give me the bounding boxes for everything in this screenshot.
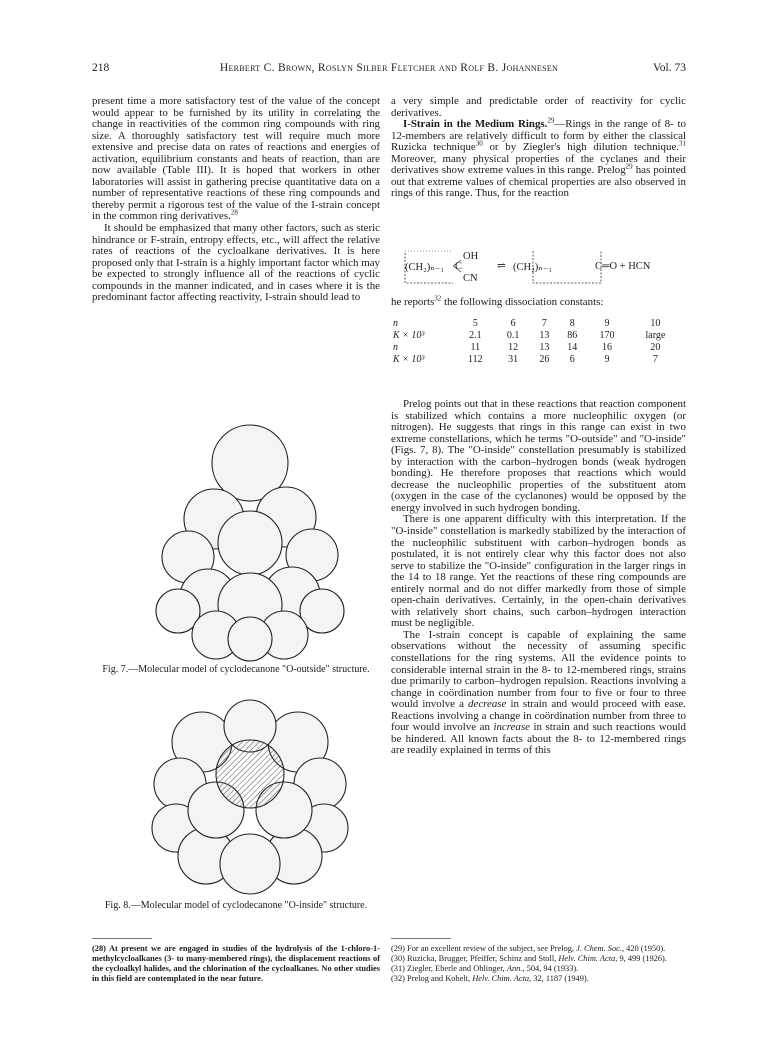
figure-8-molecular-model — [150, 698, 350, 898]
author-line: Herbert C. Brown, Roslyn Silber Fletcher and Rolf B. Johannesen — [219, 62, 559, 74]
table-row: n 11 12 13 14 16 20 — [393, 341, 661, 353]
oh-group: OH — [463, 251, 479, 262]
right-paragraph-5: The I-strain concept is capable of explaining the same observations without the necessity of assuming specific constellations for the ring systems. All the evidence points to considerable internal strain in the 8- to 12-membered rings, strains due primarily to carbon–hydrogen repulsion. Reactions involving a change in coördination number from four to five or four to three would involve a decrease in strain and would proceed with ease. Reactions involving a change in coördination number from three to four would involve an increase in strain and such reactions would be hindered. All known facts about the 8- to 12-membered rings are readily explained in terms of this — [391, 628, 686, 757]
figure-7-caption: Fig. 7.—Molecular model of cyclodecanone "O-outside" structure. — [102, 664, 370, 675]
right-column-upper — [391, 96, 686, 200]
right-paragraph-4: There is one apparent difficulty with this interpretation. If the "O-inside" constellation is markedly stabilized by the interaction of the nucleophilic substituent with carbon–hydrogen bonds as postulated, it is not entirely clear why this factor does not also serve to stabilize the "O-inside" configuration in the larger rings in the 14 to 18 range. Yet the reactions of these ring compounds are entirely normal and do not differ markedly from those of simple open-chain derivatives. Certainly, in the open-chain derivatives with relatively short chains, such carbon–hydrogen interaction must be negligible. — [391, 513, 686, 630]
page-number: 218 — [92, 62, 110, 74]
right-paragraph-2: I-Strain in the Medium Rings.$^{29}$—Rings in the range of 8- to 12-members are relatively difficult to form by either the classical Ruzicka technique$^{30}$ or by Ziegler's high dilution technique.$^{31}$ Moreover, many physical properties of the cyclanes and their derivatives show extreme values in this range. Prelog$^{29}$ has pointed out that extreme values of chemical properties are also observed in rings of this range. Thus, for the reaction — [391, 116, 686, 200]
footnote-29: (29) For an excellent review of the subject, see Prelog, J. Chem. Soc., 420 (1950). — [391, 944, 666, 953]
section-heading: I-Strain in the Medium Rings. — [403, 118, 548, 131]
footnote-30: (30) Ruzicka, Brugger, Pfeiffer, Schinz and Stoll, Helv. Chim. Acta, 9, 499 (1926). — [391, 954, 667, 964]
cn-group: CN — [463, 273, 478, 284]
footnote-rule-left — [92, 938, 152, 939]
oxygen-atom — [216, 740, 284, 808]
ring-left: (CH₂)ₙ₋₁ — [405, 262, 444, 273]
footnote-31: (31) Ziegler, Eberle and Ohlinger, Ann., 504, 94 (1933). — [391, 964, 579, 974]
footnotes-right — [391, 944, 686, 984]
right-column-lower — [391, 399, 686, 757]
running-header — [92, 62, 686, 78]
right-paragraph-1: a very simple and predictable order of reactivity for cyclic derivatives. — [391, 95, 686, 119]
volume-label: Vol. 73 — [652, 62, 686, 74]
reaction-scheme — [391, 243, 686, 295]
ring-right: (CH₂)ₙ₋₁ — [513, 262, 552, 273]
dissociation-intro: he reports$^{32}$ the following dissociation constants: — [391, 294, 604, 308]
carbon-left: C — [455, 261, 463, 272]
left-paragraph-1: present time a more satisfactory test of the value of the concept would appear to be furnished by its utility in correlating the change in reactivities of the common ring compounds with ring size. A thoroughly satisfactory test will require much more extensive and precise data on rates of reactions and energies of activation, equilibrium constants and heats of reaction, than are now available (Table III). It is hoped that workers in other laboratories will assist in gathering precise quantitative data on a number of representative reactions of these ring compounds and thereby permit a rigorous test of the value of the I-strain concept in the common ring derivatives.$^{28}$ — [92, 95, 380, 223]
table-row: n 5 6 7 8 9 10 — [393, 317, 661, 329]
figure-7-molecular-model — [150, 415, 350, 663]
dissociation-table — [393, 317, 683, 365]
footnote-rule-right — [391, 938, 451, 939]
table-row: K × 10³ 2.1 0.1 13 86 170 large — [393, 329, 666, 341]
table-row: K × 10³ 112 31 26 6 9 7 — [393, 353, 658, 365]
footnotes-left — [92, 944, 380, 984]
footnote-28: (28) At present we are engaged in studies of the hydrolysis of the 1-chloro-1-methylcycloalkanes (3- to many-membered rings), the displacement reactions of the cycloalkyl halides, and the chlorination of the cycloalkanes. No other studies in this field are contemplated in the near future. — [92, 944, 380, 984]
equilibrium-sign: ⇌ — [497, 261, 506, 272]
product: C═O + HCN — [595, 261, 651, 272]
figure-8-caption: Fig. 8.—Molecular model of cyclodecanone "O-inside" structure. — [104, 900, 368, 911]
right-paragraph-3: Prelog points out that in these reactions that reaction component is stabilized which contains a more nucleophilic oxygen (or nitrogen). He suggests that rings in this range can exist in two extreme constellations, which he terms "O-outside" and "O-inside" (Figs. 7, 8). The "O-inside" constellation presumably is stabilized by interaction with the carbon–hydrogen bonds (weak hydrogen bonding). He therefore proposes that reactions which would decrease the nucleophilic properties of the substituent atom (oxygen in the case of the cyclanones) would be opposed by the energy involved in such hydrogen bonding. — [391, 398, 686, 514]
left-paragraph-2: It should be emphasized that many other factors, such as steric hindrance or F-strain, entropy effects, etc., will affect the relative rates of reactions of the cycloalkane derivatives. It is here proposed only that I-strain is a highly important factor which may be expected to strongly influence all of the reactions of cyclic compounds in the manner indicated, and in cases where it is the predominant factor affecting reactivity, I-strain should lead to — [92, 222, 380, 304]
footnote-32: (32) Prelog and Kobelt, Helv. Chim. Acta, 32, 1187 (1949). — [391, 974, 589, 984]
left-column — [92, 96, 380, 304]
ref-28: 28 — [230, 208, 238, 217]
